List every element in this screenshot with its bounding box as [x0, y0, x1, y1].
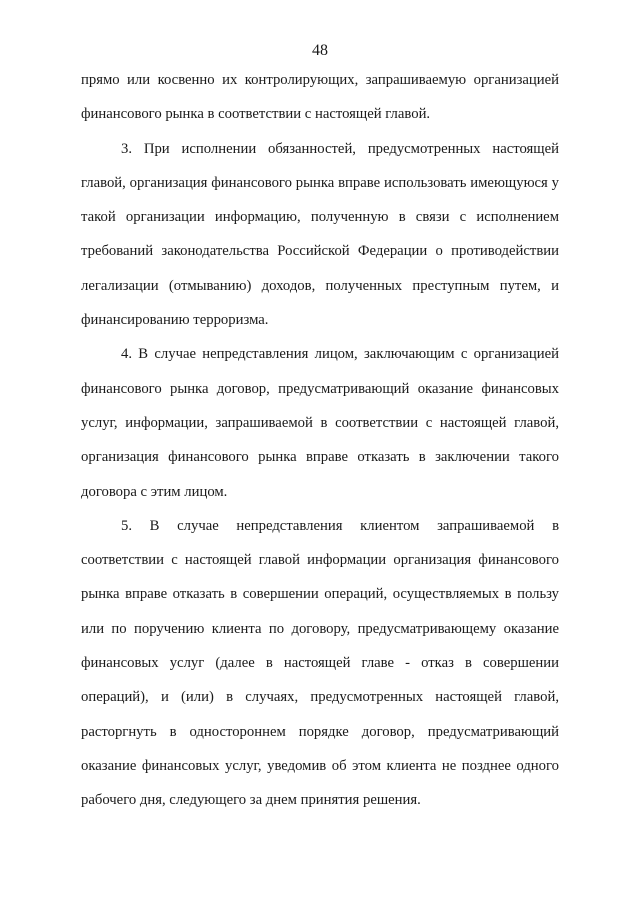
paragraph-5: 5. В случае непредставления клиентом запрашиваемой в соответствии с настоящей главой информации организация финансового рынка вправе отказать в совершении операций, осуществляемых в пользу или по поручению клиента по договору, предусматривающему оказание финансовых услуг (далее в настоящей главе - отказ в совершении операций), и (или) в случаях, предусмотренных настоящей главой, расторгнуть в одностороннем порядке договор, предусматривающий оказание финансовых услуг, уведомив об этом клиента не позднее одного рабочего дня, следующего за днем принятия решения.	[81, 517, 559, 809]
paragraph-continuation: прямо или косвенно их контролирующих, запрашиваемую организацией финансового рынка в соответствии с настоящей главой.	[81, 72, 559, 123]
paragraph-3: 3. При исполнении обязанностей, предусмотренных настоящей главой, организация финансового рынка вправе использовать имеющуюся у такой организации информацию, полученную в связи с исполнением требований законодательства Российской Федерации о противодействии легализации (отмыванию) доходов, полученных преступным путем, и финансированию терроризма.	[81, 140, 559, 329]
page-number: 48	[312, 42, 328, 59]
paragraph-4: 4. В случае непредставления лицом, заключающим с организацией финансового рынка договор, предусматривающий оказание финансовых услуг, информации, запрашиваемой в соответствии с настоящей главой, организация финансового рынка вправе отказать в заключении такого договора с этим лицом.	[81, 346, 559, 500]
document-body	[81, 63, 559, 818]
